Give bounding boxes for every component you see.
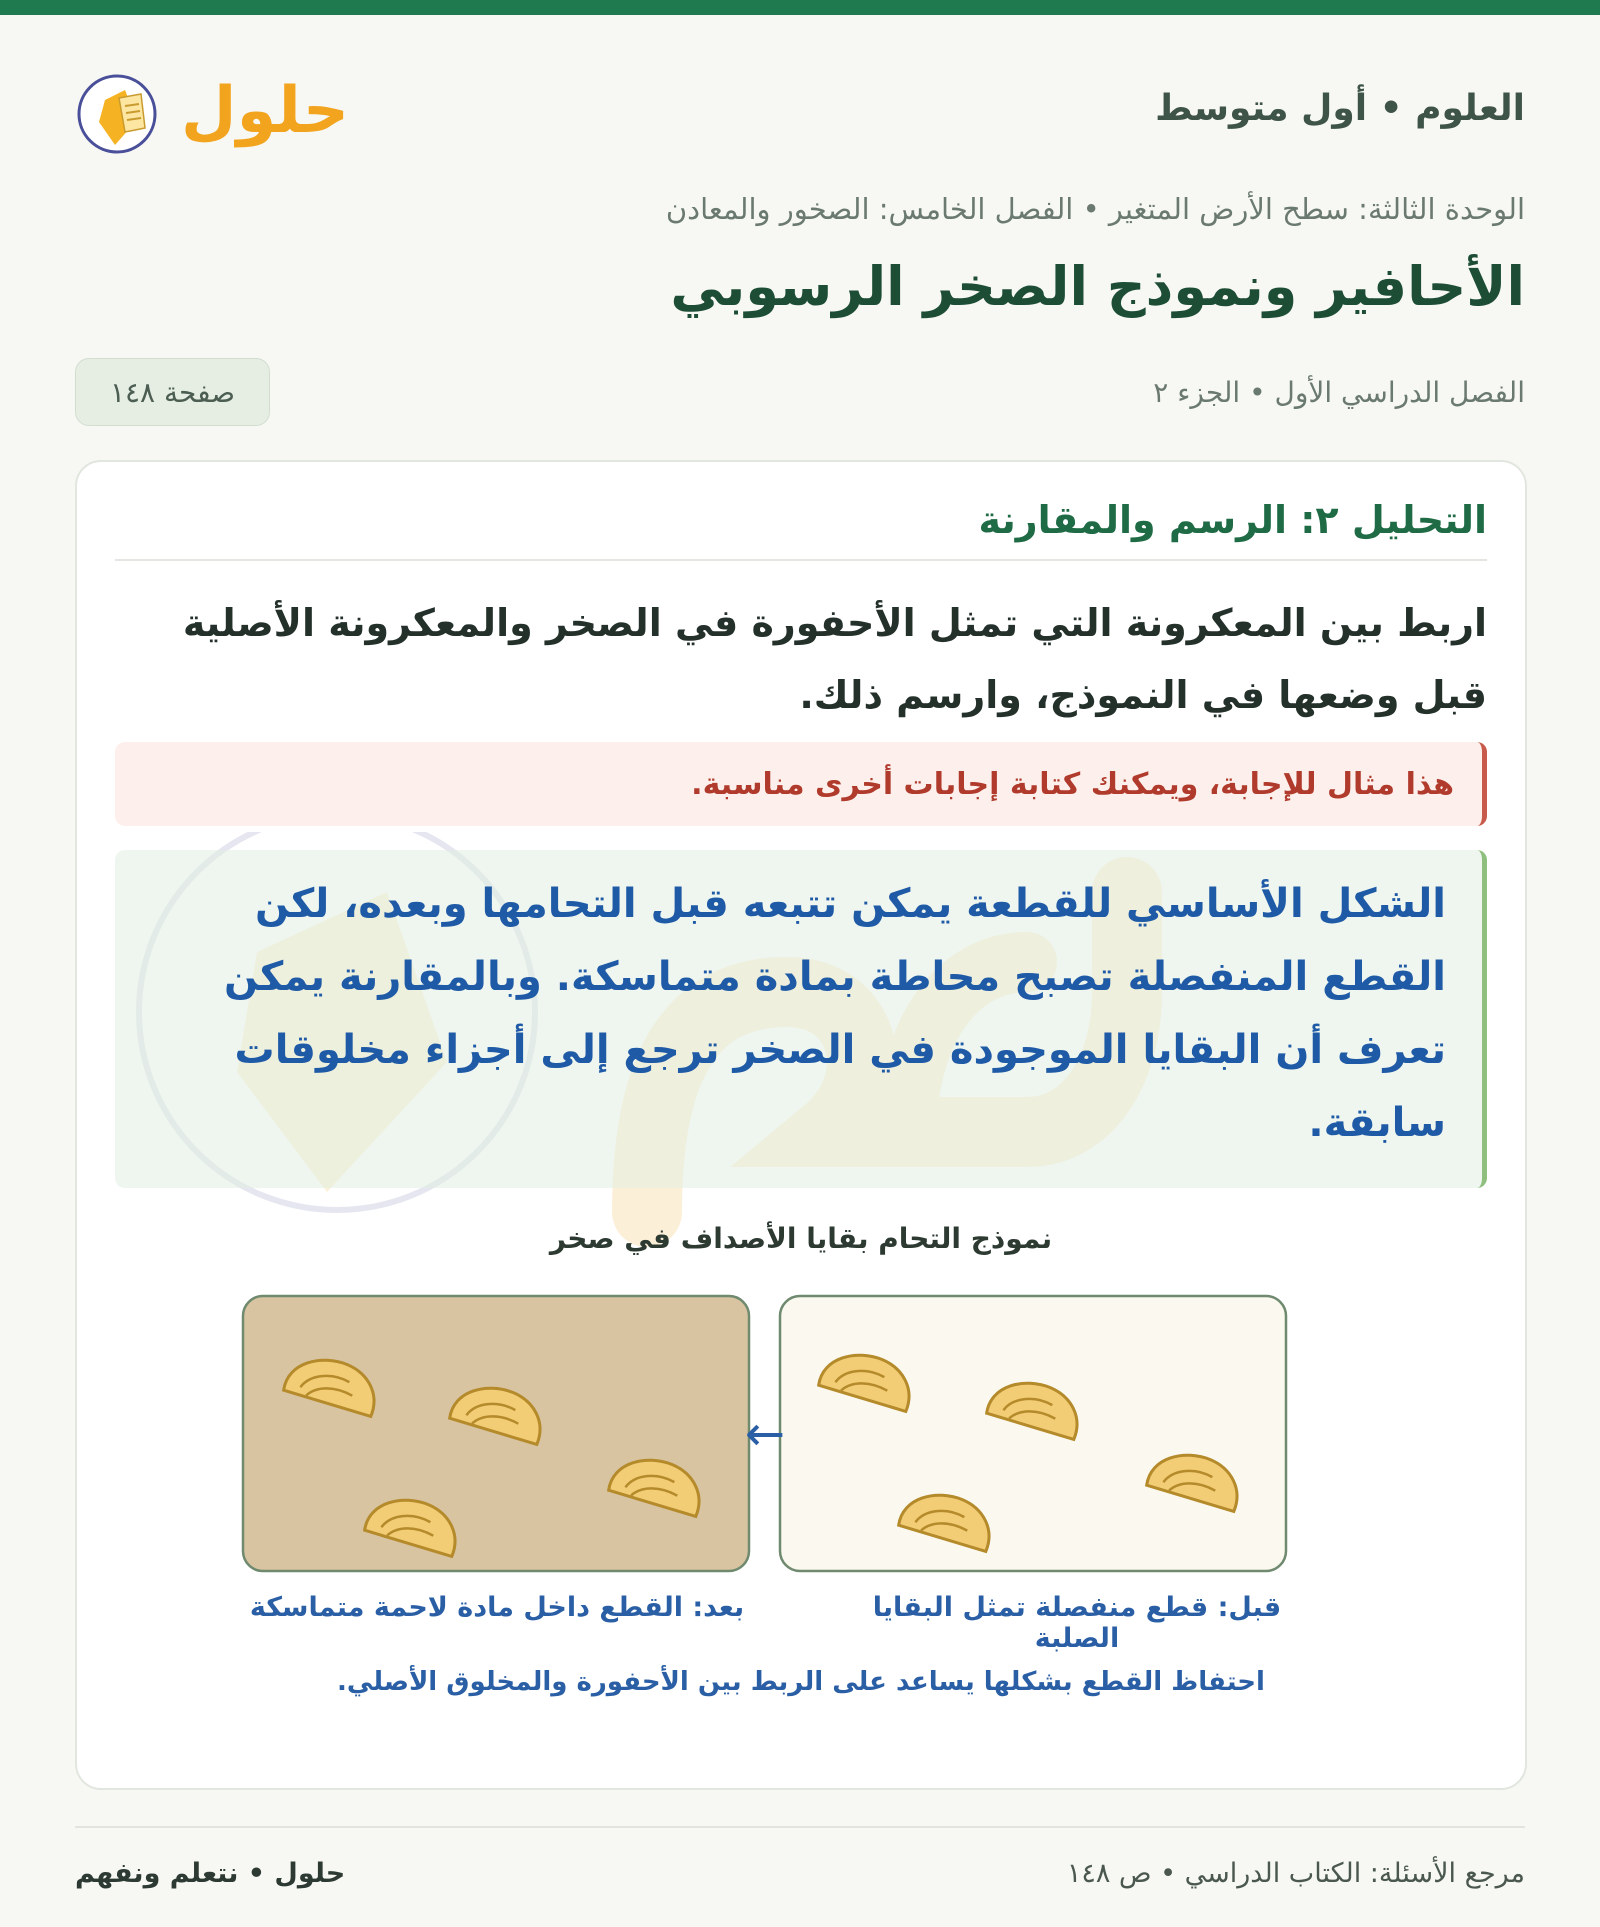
page-number-badge: صفحة ١٤٨ [75, 358, 270, 426]
answer-text: الشكل الأساسي للقطعة يمكن تتبعه قبل التحامها وبعده، لكن القطع المنفصلة تصبح محاطة بمادة متماسكة. وبالمقارنة يمكن تعرف أن البقايا الموجودة في الصخر ترجع إلى أجزاء مخلوقات سابقة. [223, 881, 1446, 1146]
footer-divider [75, 1826, 1525, 1828]
subject-grade: العلوم • أول متوسط [1155, 88, 1525, 129]
caption-before: قبل: قطع منفصلة تمثل البقايا الصلبة [872, 1592, 1282, 1654]
answer-box [115, 850, 1487, 1188]
site-logo[interactable] [75, 50, 375, 170]
figure-title: نموذج التحام بقايا الأصداف في صخر [549, 1222, 1053, 1255]
caption-after: بعد: القطع داخل مادة لاحمة متماسكة [249, 1592, 745, 1623]
unit-chapter-line: الوحدة الثالثة: سطح الأرض المتغير • الفصل الخامس: الصخور والمعادن [665, 192, 1525, 226]
question-text: اربط بين المعكرونة التي تمثل الأحفورة في الصخر والمعكرونة الأصلية قبل وضعها في النموذج، وارسم ذلك. [182, 601, 1487, 717]
before-box [780, 1296, 1286, 1571]
figure-note: احتفاظ القطع بشكلها يساعد على الربط بين الأحفورة والمخلوق الأصلي. [337, 1667, 1265, 1697]
top-accent-bar [0, 0, 1600, 15]
transform-arrow: ← [744, 1406, 786, 1462]
term-part-line: الفصل الدراسي الأول • الجزء ٢ [1153, 376, 1525, 409]
fossil-model-figure [77, 1282, 1525, 1642]
section-divider [115, 559, 1487, 561]
svg-text:حلول: حلول [181, 74, 349, 148]
footer-reference: مرجع الأسئلة: الكتاب الدراسي • ص ١٤٨ [1066, 1858, 1525, 1889]
section-title: التحليل ٢: الرسم والمقارنة [978, 498, 1487, 542]
page-header [75, 50, 1525, 170]
footer-brand: حلول • نتعلم ونفهم [75, 1858, 346, 1889]
answer-disclaimer-text: هذا مثال للإجابة، ويمكنك كتابة إجابات أخرى مناسبة. [691, 766, 1454, 802]
page-title: الأحافير ونموذج الصخر الرسوبي [670, 255, 1525, 318]
question-card [75, 460, 1527, 1790]
answer-disclaimer [115, 742, 1487, 826]
